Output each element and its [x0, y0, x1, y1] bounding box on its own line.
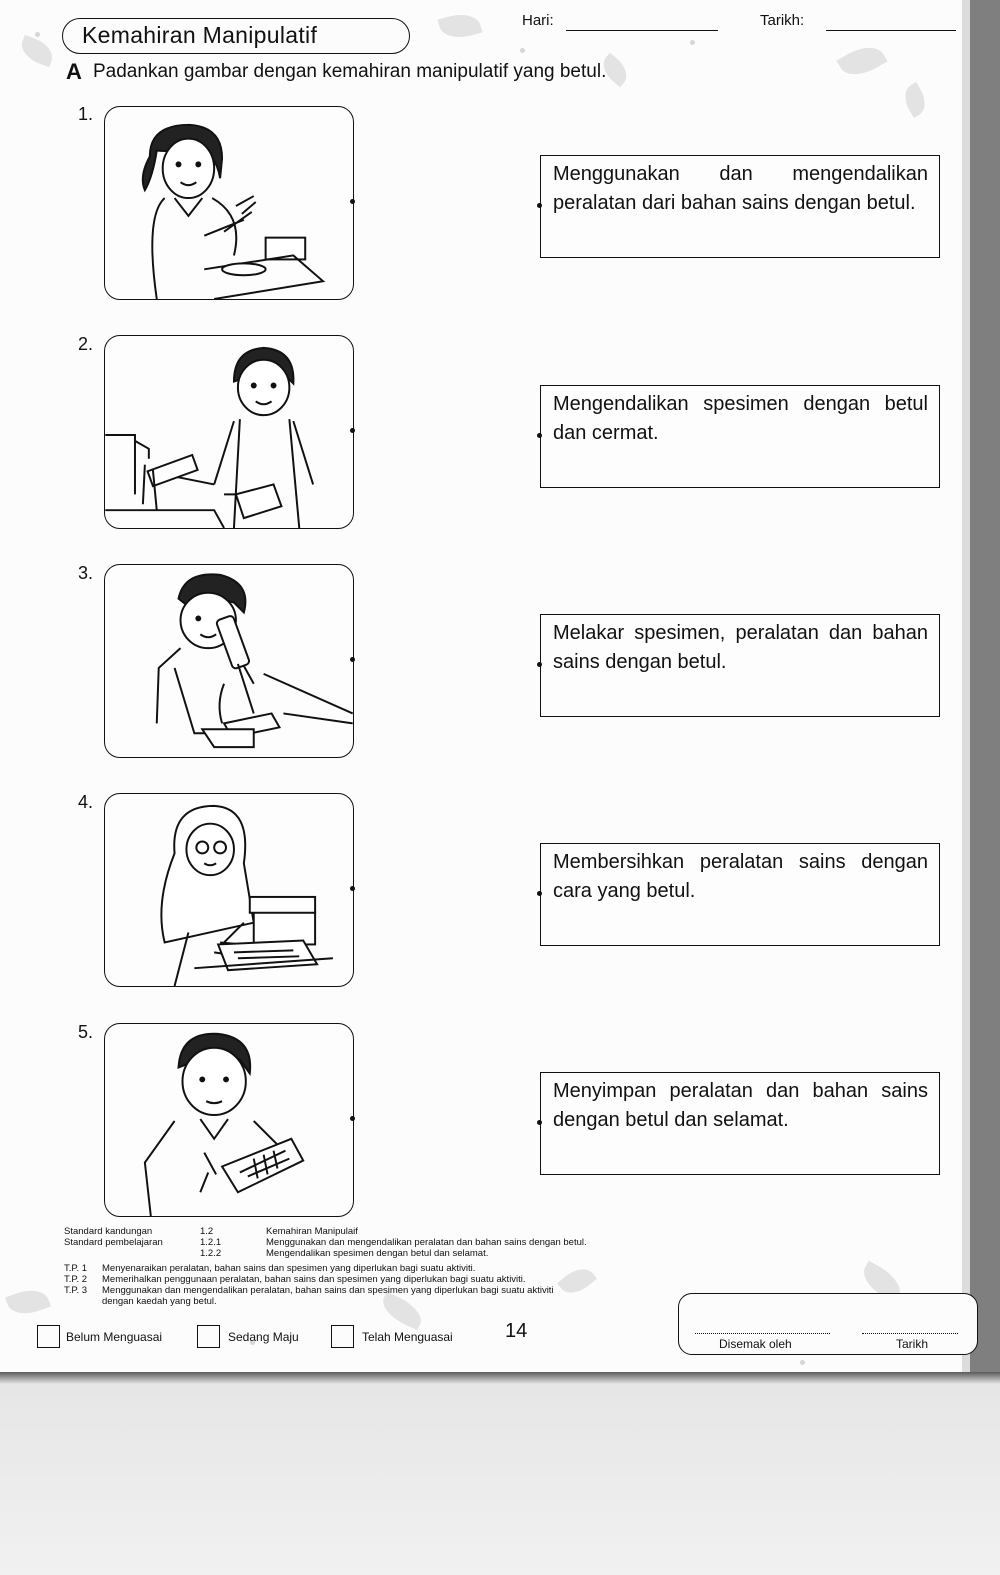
dot-decoration: [35, 32, 40, 37]
answer-text: Mengendalikan spesimen dengan betul dan cermat.: [553, 393, 928, 444]
scan-background: [0, 1372, 1000, 1575]
page-edge: [962, 0, 1000, 1372]
tahap-code: T.P. 1: [64, 1263, 88, 1274]
disemak-label: Disemak oleh: [719, 1337, 792, 1351]
standard-kandungan-text: Kemahiran Manipulaif: [266, 1226, 358, 1237]
girl-storing-equipment-illustration: [105, 794, 353, 986]
answer-text: Melakar spesimen, peralatan dan bahan sains dengan betul.: [553, 622, 928, 673]
leaf-decoration: [438, 9, 483, 43]
leaf-decoration: [899, 82, 931, 118]
standard-pembelajaran-text: Menggunakan dan mengendalikan peralatan dan bahan sains dengan betul.: [266, 1237, 587, 1248]
picture-frame-5: [104, 1023, 354, 1217]
boy-drawing-specimen-illustration: [105, 1024, 353, 1216]
tarikh-label: Tarikh:: [760, 12, 805, 29]
tahap-code: T.P. 2: [64, 1274, 88, 1285]
connector-dot[interactable]: [350, 428, 355, 433]
belum-menguasai-label: Belum Menguasai: [66, 1330, 163, 1344]
answer-box-4: [540, 843, 940, 946]
sedang-maju-label: Sedang Maju: [228, 1330, 299, 1344]
answer-text: Membersihkan peralatan sains dengan cara yang betul.: [553, 851, 928, 902]
connector-dot[interactable]: [537, 891, 542, 896]
sedang-maju-checkbox[interactable]: [197, 1325, 220, 1348]
leaf-decoration: [557, 1262, 597, 1301]
picture-frame-3: [104, 564, 354, 758]
connector-dot[interactable]: [350, 199, 355, 204]
connector-dot[interactable]: [537, 1120, 542, 1125]
answer-box-5: [540, 1072, 940, 1175]
dot-decoration: [800, 1360, 805, 1365]
connector-dot[interactable]: [537, 662, 542, 667]
belum-menguasai-checkbox[interactable]: [37, 1325, 60, 1348]
page-title: Kemahiran Manipulatif: [82, 22, 318, 48]
item-number: 1.: [78, 104, 94, 124]
dot-decoration: [520, 48, 525, 53]
tarikh-field[interactable]: [826, 30, 956, 31]
dot-decoration: [690, 40, 695, 45]
tahap-text: Menyenaraikan peralatan, bahan sains dan spesimen yang diperlukan bagi suatu aktiviti.: [102, 1263, 476, 1274]
standard-pembelajaran-label: Standard pembelajaran: [64, 1237, 163, 1248]
tahap-code: T.P. 3: [64, 1285, 88, 1296]
tarikh-sign-label: Tarikh: [896, 1337, 929, 1351]
item-number: 2.: [78, 334, 94, 354]
item-number: 5.: [78, 1022, 94, 1042]
picture-frame-4: [104, 793, 354, 987]
telah-menguasai-checkbox[interactable]: [331, 1325, 354, 1348]
hari-label: Hari:: [522, 12, 554, 29]
connector-dot[interactable]: [350, 886, 355, 891]
leaf-decoration: [377, 1292, 426, 1331]
item-number: 4.: [78, 792, 94, 812]
tahap-text: Menggunakan dan mengendalikan peralatan, bahan sains dan spesimen yang diperlukan bagi suatu aktiviti: [102, 1285, 554, 1296]
connector-dot[interactable]: [350, 1116, 355, 1121]
tahap-text: Memerihalkan penggunaan peralatan, bahan sains dan spesimen yang diperlukan bagi suatu aktiviti.: [102, 1274, 526, 1285]
section-letter: A: [66, 59, 82, 84]
answer-box-3: [540, 614, 940, 717]
standard-kandungan-code: 1.2: [200, 1226, 214, 1237]
leaf-decoration: [17, 35, 56, 67]
hari-field[interactable]: [566, 30, 718, 31]
answer-box-1: [540, 155, 940, 258]
connector-dot[interactable]: [350, 657, 355, 662]
page-number: 14: [505, 1320, 528, 1342]
answer-text: Menggunakan dan mengendalikan peralatan dari bahan sains dengan betul.: [553, 163, 928, 214]
picture-frame-2: [104, 335, 354, 529]
tarikh-sign-field[interactable]: [862, 1333, 958, 1334]
item-number: 3.: [78, 563, 94, 583]
standard-pembelajaran-code: 1.2.1: [200, 1237, 222, 1248]
picture-frame-1: [104, 106, 354, 300]
connector-dot[interactable]: [537, 433, 542, 438]
girl-washing-at-sink-illustration: [105, 336, 353, 528]
standard-pembelajaran-code: 1.2.2: [200, 1248, 222, 1259]
answer-text: Menyimpan peralatan dan bahan sains dengan betul dan selamat.: [553, 1080, 928, 1131]
standard-pembelajaran-text: Mengendalikan spesimen dengan betul dan selamat.: [266, 1248, 489, 1259]
answer-box-2: [540, 385, 940, 488]
tahap-text: dengan kaedah yang betul.: [102, 1296, 217, 1307]
leaf-decoration: [836, 39, 887, 84]
leaf-decoration: [5, 1284, 51, 1320]
instruction-text: Padankan gambar dengan kemahiran manipulatif yang betul.: [93, 61, 607, 82]
girl-with-tweezers-illustration: [105, 107, 353, 299]
connector-dot[interactable]: [537, 203, 542, 208]
standard-kandungan-label: Standard kandungan: [64, 1226, 153, 1237]
boy-using-microscope-illustration: [105, 565, 353, 757]
telah-menguasai-label: Telah Menguasai: [362, 1330, 453, 1344]
disemak-field[interactable]: [695, 1333, 830, 1334]
